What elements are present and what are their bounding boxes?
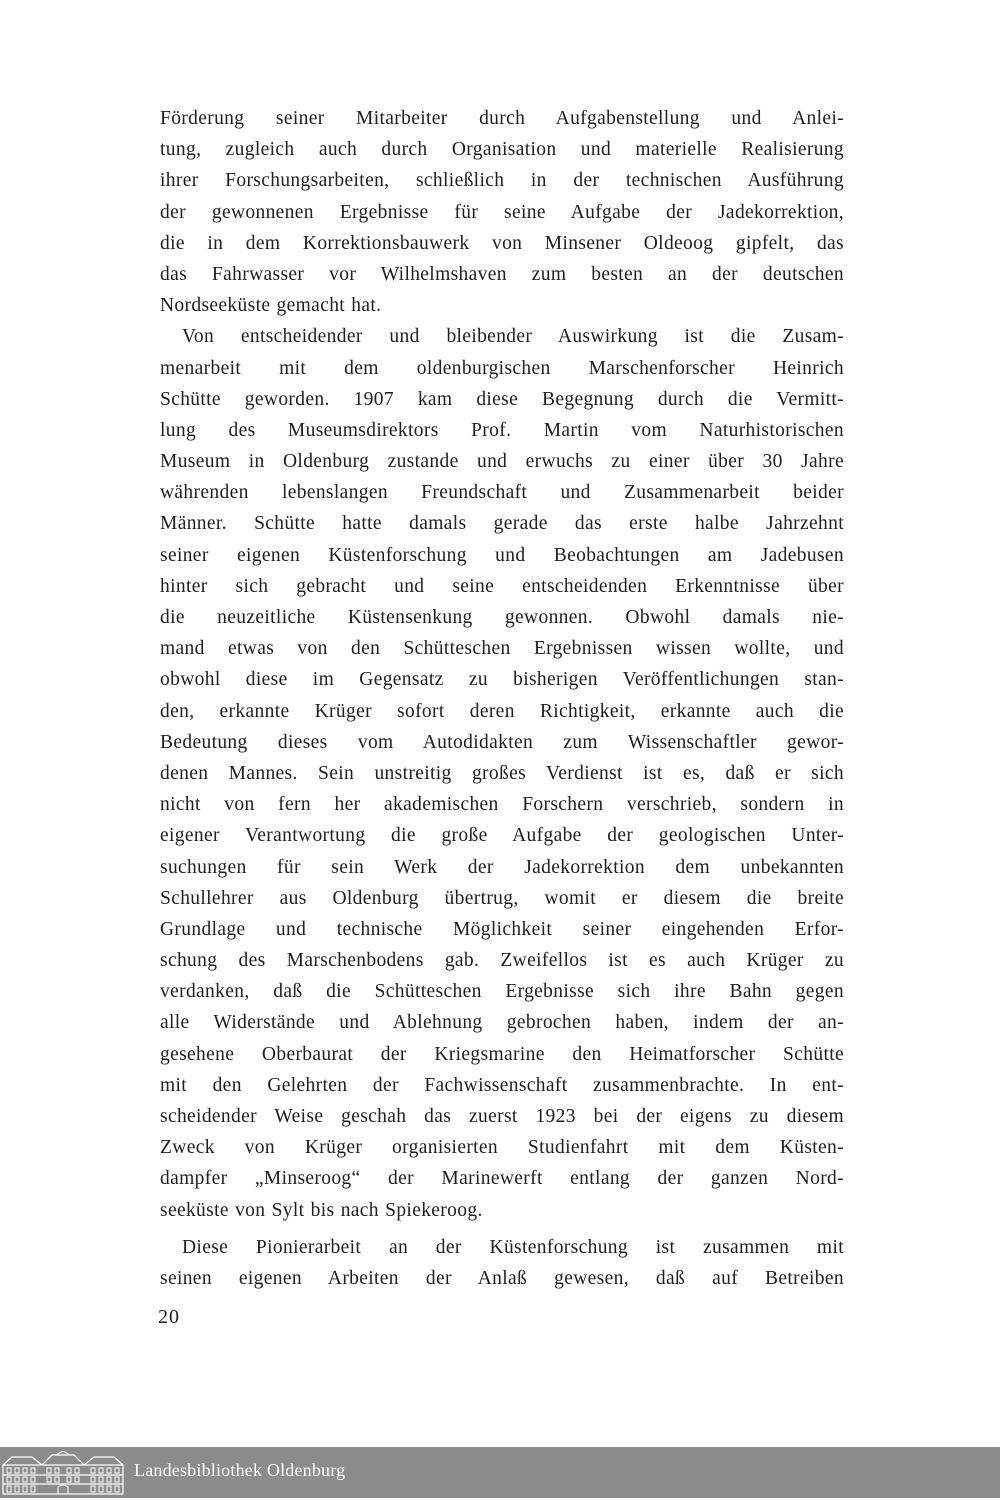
text-line: der gewonnenen Ergebnisse für seine Aufgabe der Jadekorrektion, [160, 201, 844, 223]
text-line: seinen eigenen Arbeiten der Anlaß gewesen, daß auf Betreiben [160, 1267, 844, 1289]
text-line: mand etwas von den Schütteschen Ergebnissen wissen wollte, und [160, 638, 844, 660]
text-line: mit den Gelehrten der Fachwissenschaft zusammenbrachte. In ent- [160, 1074, 844, 1096]
text-line: alle Widerstände und Ablehnung gebrochen haben, indem der an- [160, 1012, 844, 1034]
text-line: währenden lebenslangen Freundschaft und Zusammenarbeit beider [160, 482, 844, 504]
text-line: Nordseeküste gemacht hat. [160, 295, 382, 317]
text-line: ihrer Forschungsarbeiten, schließlich in der technischen Ausführung [160, 170, 844, 192]
text-line: obwohl diese im Gegensatz zu bisherigen Veröffentlichungen stan- [160, 669, 844, 691]
library-name: Landesbibliothek Oldenburg [134, 1460, 346, 1480]
text-line: die in dem Korrektionsbauwerk von Minsener Oldeoog gipfelt, das [160, 232, 844, 254]
text-line: Museum in Oldenburg zustande und erwuchs zu einer über 30 Jahre [160, 451, 844, 473]
text-line: denen Mannes. Sein unstreitig großes Verdienst ist es, daß er sich [160, 762, 844, 784]
text-line: Zweck von Krüger organisierten Studienfahrt mit dem Küsten- [160, 1137, 844, 1159]
text-line: Diese Pionierarbeit an der Küstenforschung ist zusammen mit [182, 1236, 844, 1258]
text-line: Schütte geworden. 1907 kam diese Begegnung durch die Vermitt- [160, 388, 844, 410]
text-line: Bedeutung dieses vom Autodidakten zum Wissenschaftler gewor- [160, 731, 844, 753]
text-line: Grundlage und technische Möglichkeit seiner eingehenden Erfor- [160, 918, 844, 940]
text-line: Männer. Schütte hatte damals gerade das erste halbe Jahrzehnt [160, 513, 844, 535]
footer-bar [0, 1447, 1000, 1498]
text-line: menarbeit mit dem oldenburgischen Marschenforscher Heinrich [160, 357, 844, 379]
page-number: 20 [158, 1306, 180, 1328]
text-line: Schullehrer aus Oldenburg übertrug, womit er diesem die breite [160, 887, 844, 909]
text-line: eigener Verantwortung die große Aufgabe der geologischen Unter- [160, 825, 844, 847]
text-line: verdanken, daß die Schütteschen Ergebnisse sich ihre Bahn gegen [160, 981, 844, 1003]
text-line: suchungen für sein Werk der Jadekorrektion dem unbekannten [160, 856, 844, 878]
text-line: dampfer „Minseroog“ der Marinewerft entlang der ganzen Nord- [160, 1168, 844, 1190]
text-line: lung des Museumsdirektors Prof. Martin vom Naturhistorischen [160, 419, 844, 441]
text-line: scheidender Weise geschah das zuerst 1923 bei der eigens zu diesem [160, 1106, 844, 1127]
text-line: gesehene Oberbaurat der Kriegsmarine den Heimatforscher Schütte [160, 1043, 844, 1065]
text-line: die neuzeitliche Küstensenkung gewonnen. Obwohl damals nie- [160, 607, 844, 628]
library-building-icon [2, 1451, 124, 1500]
text-line: schung des Marschenbodens gab. Zweifellos ist es auch Krüger zu [160, 950, 844, 972]
text-line: nicht von fern her akademischen Forschern verschrieb, sondern in [160, 794, 844, 816]
text-line: seiner eigenen Küstenforschung und Beobachtungen am Jadebusen [160, 544, 844, 566]
text-line: tung, zugleich auch durch Organisation und materielle Realisierung [160, 139, 844, 161]
text-line: Von entscheidender und bleibender Auswirkung ist die Zusam- [182, 326, 844, 348]
text-line: seeküste von Sylt bis nach Spiekeroog. [160, 1199, 483, 1221]
text-line: das Fahrwasser vor Wilhelmshaven zum besten an der deutschen [160, 263, 844, 285]
text-line: hinter sich gebracht und seine entscheidenden Erkenntnisse über [160, 575, 844, 597]
page-body-text [160, 103, 844, 1294]
text-line: Förderung seiner Mitarbeiter durch Aufgabenstellung und Anlei- [160, 108, 844, 129]
text-line: den, erkannte Krüger sofort deren Richtigkeit, erkannte auch die [160, 700, 844, 722]
